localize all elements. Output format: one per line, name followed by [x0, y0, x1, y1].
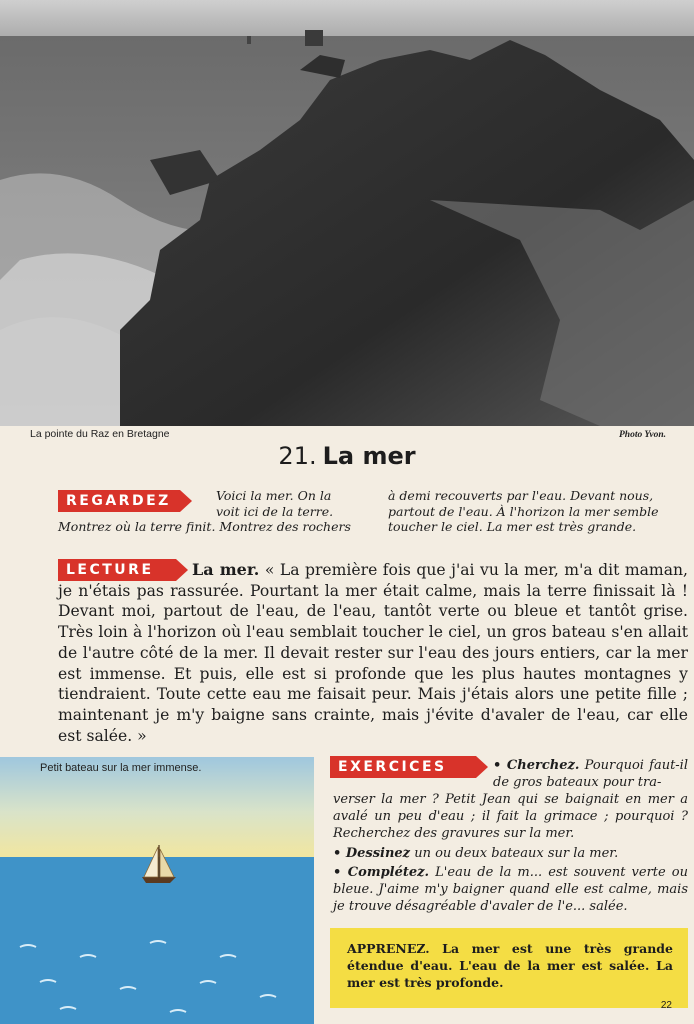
lesson-title — [0, 442, 694, 470]
regardez-text-2: Montrez où la terre finit. Montrez des rochers — [58, 519, 351, 534]
cherchez-text-1: Pourquoi faut-il de gros bateaux pour tra- — [493, 758, 688, 790]
lecture-passage — [58, 560, 688, 746]
lesson-name: La mer — [322, 442, 416, 470]
lesson-number: 21. — [278, 442, 317, 470]
exercise-completez — [333, 864, 688, 915]
lecture-body: « La première fois que j'ai vu la mer, m'a dit maman, je n'étais pas rassurée. Pourtant la mer était calme, mais la terre finissait là ! Devant moi, partout de l'eau, de l'eau, tantôt verte ou bleue et tantôt grise. Très loin à l'horizon où l'eau semblait toucher le ciel, un gros bateau s'en allait de l'autre côté de la mer. Il devait rester sur l'eau des jours entiers, car la mer est immense. Et puis, elle est si profonde que les plus hautes montagnes y tiendraient. Toute cette eau me faisait peur. Mais j'étais alors une petite fille ; maintenant je m'y baigne sans crainte, mais j'évite d'avaler de l'eau, car elle est salée. » — [58, 561, 688, 745]
dessinez-heading: • Dessinez — [333, 846, 411, 861]
cherchez-heading: • Cherchez. — [493, 758, 580, 773]
lecture-heading: La mer. — [192, 560, 260, 579]
regardez-label: REGARDEZ — [58, 490, 180, 512]
exercise-dessinez — [333, 845, 688, 862]
photo-caption: La pointe du Raz en Bretagne — [30, 428, 170, 440]
photo-credit: Photo Yvon. — [619, 430, 666, 440]
exercise-cherchez — [333, 757, 688, 842]
boat-illustration — [0, 757, 314, 1024]
completez-text: L'eau de la m... est souvent verte ou bleue. J'aime m'y baigner quand elle est calme, mais je trouve désagréable d'avaler de l'e... salée. — [333, 865, 689, 914]
lecture-label: LECTURE — [58, 559, 176, 581]
coast-photo — [0, 0, 694, 426]
regardez-text-1: Voici la mer. On la voit ici de la terre. — [216, 488, 334, 519]
regardez-text-3: à demi recouverts par l'eau. Devant nous, partout de l'eau. À l'horizon la mer semble toucher le ciel. La mer est très grande. — [388, 488, 659, 534]
apprenez-text: APPRENEZ. La mer est une très grande étendue d'eau. L'eau de la mer est salée. La mer est très profonde. — [347, 941, 673, 990]
illustration-caption: Petit bateau sur la mer immense. — [40, 762, 202, 774]
cherchez-text-2: verser la mer ? Petit Jean qui se baignait en mer a avalé un peu d'eau ; il fait la grimace ; pourquoi ? Recherchez des gravures sur la mer. — [333, 792, 688, 841]
exercices-label: EXERCICES — [330, 756, 476, 778]
completez-heading: • Complétez. — [333, 865, 430, 880]
dessinez-text: un ou deux bateaux sur la mer. — [414, 846, 619, 861]
page-number: 22 — [660, 1000, 672, 1011]
